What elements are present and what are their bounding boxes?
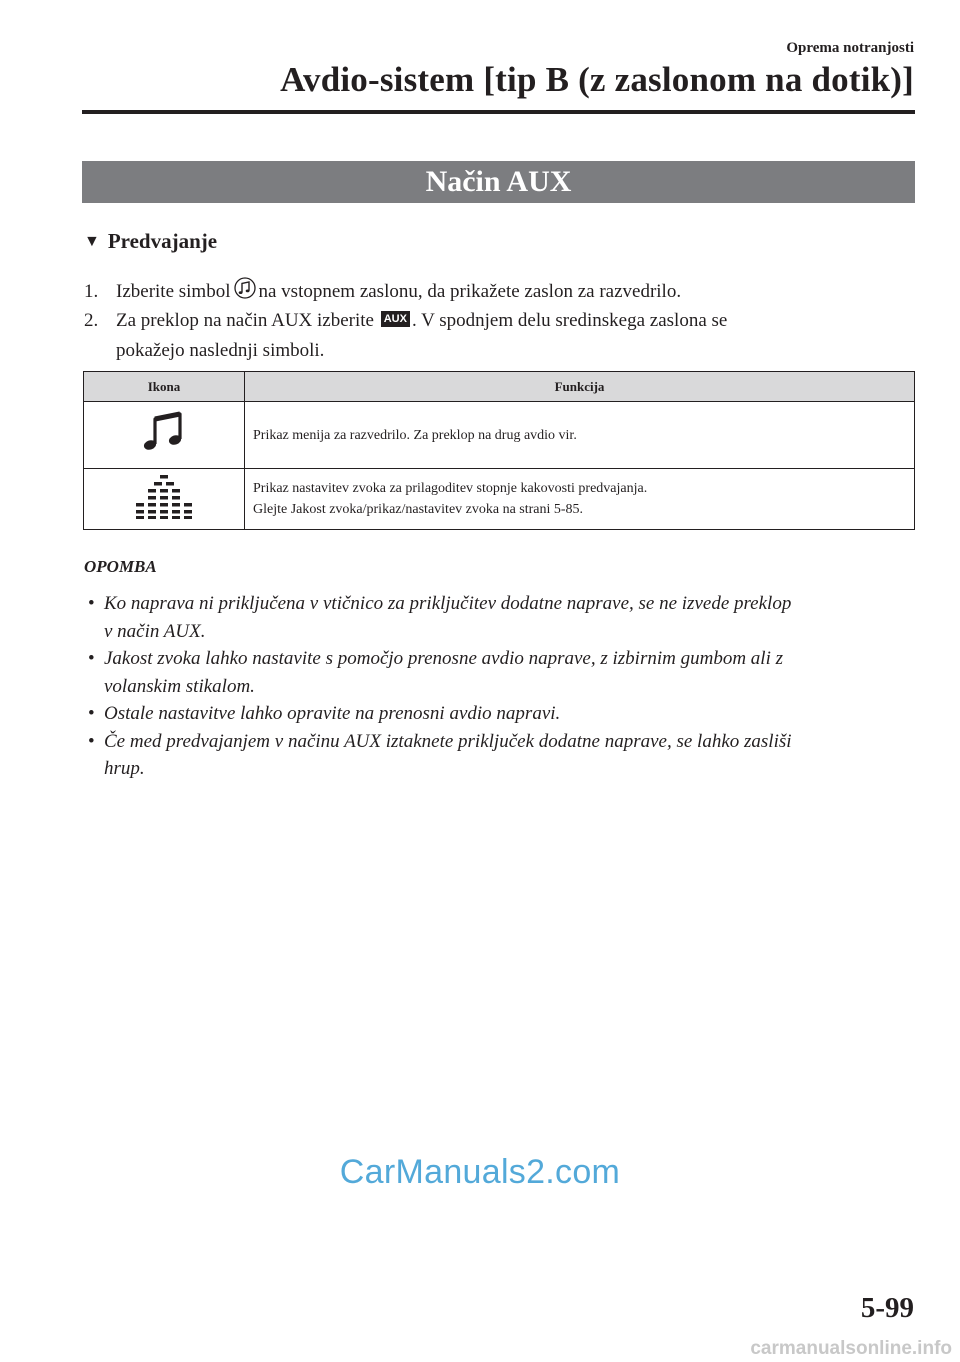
note-text: hrup. [104, 758, 145, 779]
icon-function-table [83, 371, 915, 530]
page-number: 5-99 [860, 1292, 914, 1324]
note-title: OPOMBA [84, 557, 157, 576]
step-text: . V spodnjem delu sredinskega zaslona se [411, 310, 728, 331]
music-note-icon [140, 409, 188, 457]
step-number: 1. [84, 281, 99, 302]
header-title: Avdio-sistem [tip B (z zaslonom na dotik)] [280, 60, 914, 99]
note-text: Ostale nastavitve lahko opravite na prenosni avdio napravi. [104, 703, 561, 724]
table-cell-function [245, 469, 915, 530]
note-text: Jakost zvoka lahko nastavite s pomočjo prenosne avdio naprave, z izbirnim gumbom ali z [104, 648, 783, 669]
list-item [84, 645, 914, 700]
triangle-down-icon: ▼ [84, 232, 100, 250]
header-section-label: Oprema notranjosti [786, 40, 914, 56]
bullet-icon: • [88, 593, 95, 614]
table-cell-icon [84, 469, 245, 530]
function-text: Prikaz menija za razvedrilo. Za preklop na drug avdio vir. [253, 427, 577, 443]
table-header-row [84, 372, 915, 402]
step-text-continued: pokažejo naslednji simboli. [116, 340, 325, 361]
note-text: Če med predvajanjem v načinu AUX iztaknete priključek dodatne naprave, se lahko zasliši [104, 730, 792, 752]
aux-icon: AUX [381, 311, 410, 327]
note-text: Ko naprava ni priključena v vtičnico za priključitev dodatne naprave, se ne izvede preklop [104, 593, 792, 614]
column-header-function: Funkcija [245, 372, 915, 402]
column-header-icon: Ikona [84, 372, 245, 402]
music-note-icon [234, 277, 256, 301]
note-text: volanskim stikalom. [104, 675, 255, 697]
list-item [84, 590, 914, 645]
list-item [84, 728, 914, 783]
function-text: Prikaz nastavitev zvoka za prilagoditev stopnje kakovosti predvajanja. [253, 481, 648, 496]
table-row [84, 402, 915, 469]
table-row [84, 469, 915, 530]
header-divider [82, 110, 915, 114]
bullet-icon: • [88, 648, 95, 669]
subheading-text: Predvajanje [107, 229, 218, 253]
note-text: v način AUX. [104, 620, 206, 642]
step-number: 2. [84, 310, 99, 331]
subheading [84, 229, 217, 254]
bullet-icon: • [88, 703, 95, 724]
watermark: CarManuals2.com [339, 1153, 621, 1191]
step-1 [84, 277, 914, 307]
step-text: Za preklop na način AUX izberite [116, 310, 374, 331]
bullet-icon: • [88, 730, 95, 752]
step-2 [84, 306, 914, 366]
note-list [84, 590, 914, 783]
step-text: Izberite simbol [116, 281, 231, 302]
step-text: na vstopnem zaslonu, da prikažete zaslon za razvedrilo. [258, 281, 682, 302]
table-cell-icon [84, 402, 245, 469]
section-banner: Način AUX [82, 161, 915, 203]
equalizer-icon [134, 475, 194, 519]
function-text: Glejte Jakost zvoka/prikaz/nastavitev zvoka na strani 5-85. [253, 502, 584, 517]
list-item [84, 700, 914, 728]
table-cell-function [245, 402, 915, 469]
footer-url: carmanualsonline.info [750, 1338, 952, 1359]
